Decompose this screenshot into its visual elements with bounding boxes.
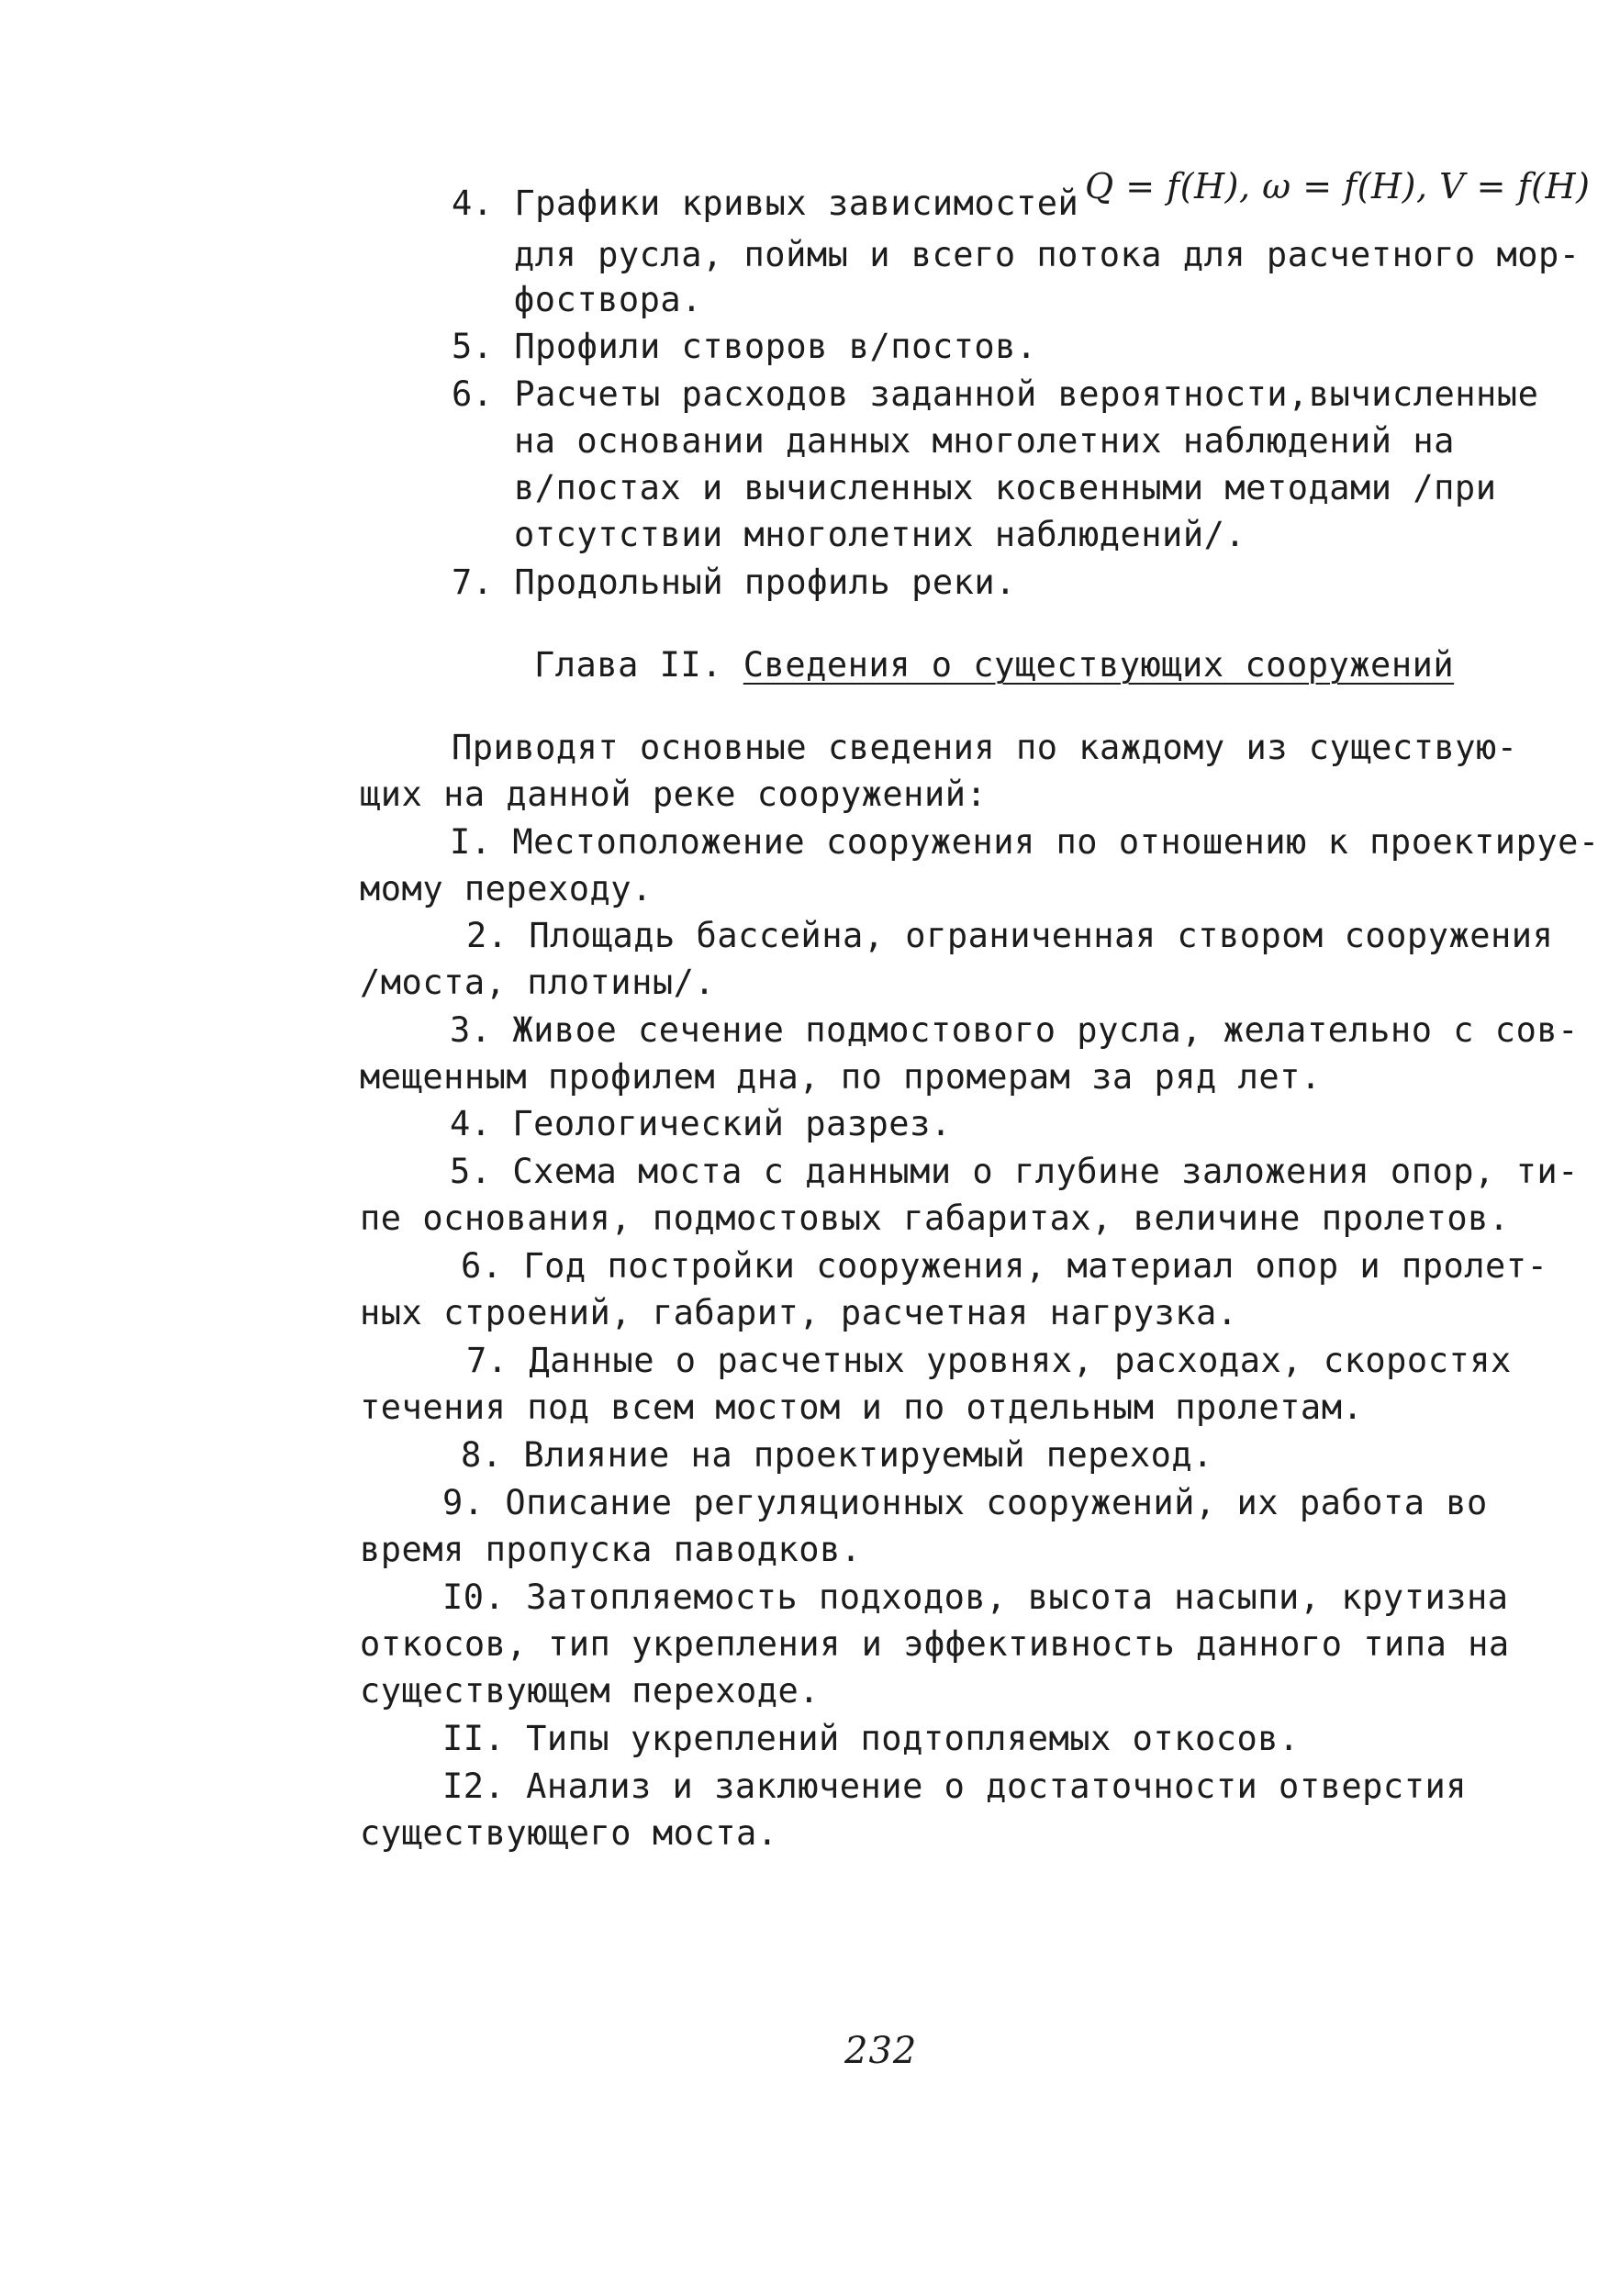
item-10-line2: откосов, тип укрепления и эффективность данного типа на bbox=[360, 1624, 1510, 1664]
item-4-line1 bbox=[450, 1101, 952, 1147]
item-5-line2: пе основания, подмостовых габаритах, величине пролетов. bbox=[360, 1198, 1510, 1238]
list-item-6-line1 bbox=[452, 372, 1538, 418]
item-7-line1 bbox=[466, 1338, 1512, 1384]
item-number: I2. bbox=[442, 1767, 506, 1806]
item-text: Геологический разрез. bbox=[512, 1104, 952, 1143]
item-text: Схема моста с данными о глубине заложения опор, ти- bbox=[512, 1152, 1579, 1191]
item-number: 9. bbox=[442, 1483, 485, 1522]
item-2-line2: /моста, плотины/. bbox=[360, 963, 716, 1002]
item-8-line1 bbox=[461, 1432, 1213, 1478]
item-text: Типы укреплений подтопляемых откосов. bbox=[526, 1719, 1300, 1758]
list-item-text: Профили створов в/постов. bbox=[514, 327, 1037, 366]
item-10-line3: существующем переходе. bbox=[360, 1671, 821, 1711]
item-number: 2. bbox=[466, 916, 508, 955]
list-item-6-line2: на основании данных многолетних наблюдений на bbox=[514, 421, 1455, 461]
item-text: Год постройки сооружения, материал опор и пролет- bbox=[523, 1246, 1548, 1286]
item-text: Живое сечение подмостового русла, желательно с сов- bbox=[512, 1010, 1579, 1050]
item-number: 8. bbox=[461, 1435, 503, 1475]
item-number: 5. bbox=[450, 1152, 492, 1191]
item-10-line1 bbox=[442, 1575, 1509, 1621]
item-12-line2: существующего моста. bbox=[360, 1813, 778, 1853]
item-2-line1 bbox=[466, 913, 1553, 959]
list-item-number: 4. bbox=[452, 184, 494, 223]
list-item-4-line2: для русла, поймы и всего потока для расчетного мор- bbox=[514, 235, 1581, 274]
list-item-number: 5. bbox=[452, 327, 494, 366]
item-number: 4. bbox=[450, 1104, 492, 1143]
list-item-5 bbox=[452, 324, 1037, 370]
item-number: II. bbox=[442, 1719, 506, 1758]
handwritten-formula: Q = f(H), ω = f(H), V = f(H) bbox=[1085, 166, 1591, 206]
item-11-line1 bbox=[442, 1716, 1300, 1762]
list-item-6-line3: в/постах и вычисленных косвенными методами /при bbox=[514, 468, 1497, 507]
item-text: Влияние на проектируемый переход. bbox=[523, 1435, 1213, 1475]
list-item-number: 7. bbox=[452, 563, 494, 602]
item-12-line1 bbox=[442, 1764, 1467, 1810]
chapter-label: Глава II. bbox=[534, 645, 722, 685]
item-9-line2: время пропуска паводков. bbox=[360, 1530, 862, 1569]
list-item-6-line4: отсутствии многолетних наблюдений/. bbox=[514, 515, 1246, 554]
item-number: 3. bbox=[450, 1010, 492, 1050]
item-text: Затопляемость подходов, высота насыпи, крутизна bbox=[526, 1577, 1509, 1617]
item-6-line2: ных строений, габарит, расчетная нагрузка. bbox=[360, 1293, 1238, 1332]
list-item-text: Расчеты расходов заданной вероятности,вычисленные bbox=[514, 374, 1539, 414]
item-text: Местоположение сооружения по отношению к проектируе- bbox=[512, 822, 1600, 862]
chapter-heading bbox=[534, 642, 1454, 688]
item-1-line1 bbox=[450, 819, 1600, 865]
page-number: 232 bbox=[844, 2030, 918, 2072]
item-text: Описание регуляционных сооружений, их работа во bbox=[505, 1483, 1488, 1522]
list-item-text: Продольный профиль реки. bbox=[514, 563, 1016, 602]
list-item-text: Графики кривых зависимостей bbox=[514, 184, 1079, 223]
item-7-line2: течения под всем мостом и по отдельным пролетам. bbox=[360, 1388, 1364, 1427]
item-number: I. bbox=[450, 822, 492, 862]
item-3-line2: мещенным профилем дна, по промерам за ряд лет. bbox=[360, 1057, 1322, 1097]
chapter-title: Сведения о существующих сооружений bbox=[743, 645, 1455, 685]
item-number: 7. bbox=[466, 1341, 508, 1380]
intro-line1: Приводят основные сведения по каждому из существую- bbox=[452, 728, 1518, 767]
item-1-line2: мому переходу. bbox=[360, 869, 653, 908]
item-3-line1 bbox=[450, 1008, 1579, 1053]
item-6-line1 bbox=[461, 1243, 1547, 1289]
item-text: Анализ и заключение о достаточности отверстия bbox=[526, 1767, 1468, 1806]
item-number: 6. bbox=[461, 1246, 503, 1286]
list-item-4-line1 bbox=[452, 181, 1078, 227]
list-item-4-line3: фоствора. bbox=[514, 280, 702, 319]
intro-line2: щих на данной реке сооружений: bbox=[360, 775, 988, 814]
item-number: I0. bbox=[442, 1577, 506, 1617]
item-5-line1 bbox=[450, 1149, 1579, 1195]
item-9-line1 bbox=[442, 1480, 1488, 1526]
item-text: Площадь бассейна, ограниченная створом сооружения bbox=[529, 916, 1554, 955]
list-item-7 bbox=[452, 560, 1016, 606]
list-item-number: 6. bbox=[452, 374, 494, 414]
item-text: Данные о расчетных уровнях, расходах, скоростях bbox=[529, 1341, 1512, 1380]
